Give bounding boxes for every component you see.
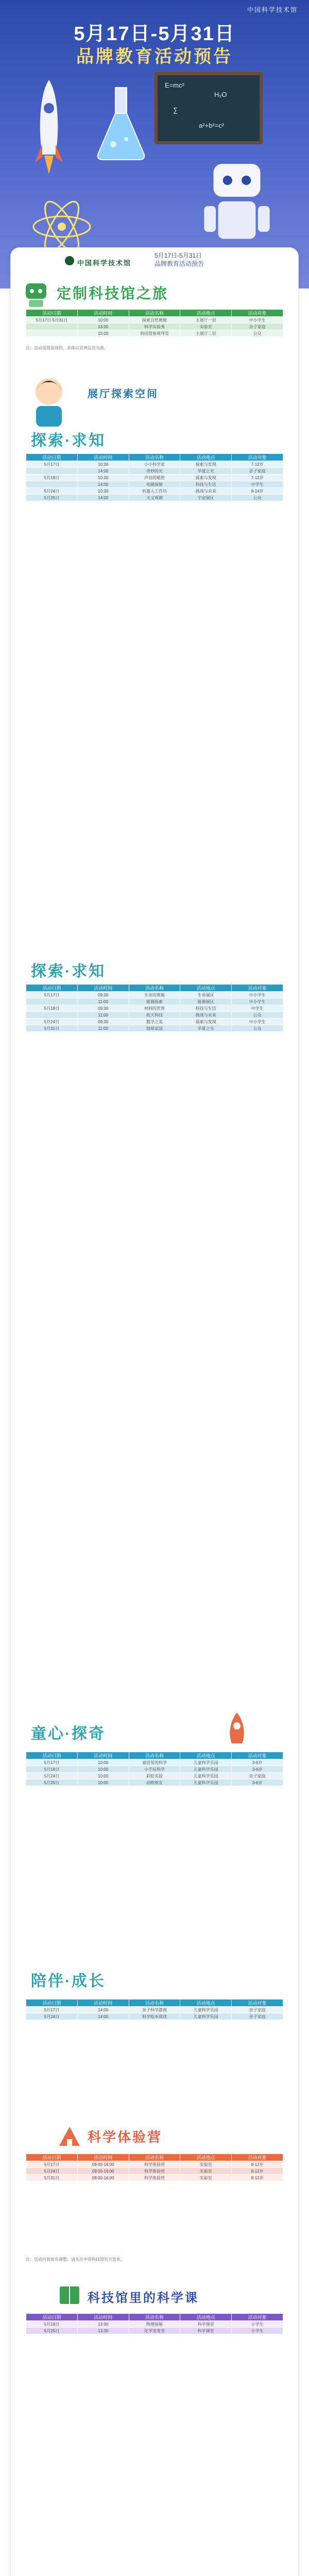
table-cell: 09:00-16:00 xyxy=(77,2161,129,2168)
table-body xyxy=(26,2161,283,2181)
board-text: H₂O xyxy=(214,91,227,98)
table-cell: 科学实验秀 xyxy=(129,324,180,330)
header-date: 活动日期 xyxy=(26,985,78,992)
section-title-childlike: 童心·探奇 xyxy=(31,1725,106,1742)
header-name: 活动名称 xyxy=(129,2154,180,2161)
table-cell: 挑战与未来 xyxy=(180,488,232,495)
table-cell: 5月25日 xyxy=(26,1780,78,1786)
table-body xyxy=(26,317,283,337)
header-time: 活动时间 xyxy=(77,985,129,992)
table-cell: 童话里的科学 xyxy=(129,1759,180,1766)
table-body xyxy=(26,2007,283,2020)
table-cell: 奇妙的光 xyxy=(129,468,180,474)
table-cell: 13:30 xyxy=(77,324,129,330)
table-custom-tour xyxy=(26,309,283,337)
table-cell: 09:30 xyxy=(77,992,129,998)
table-cell: 科学体验营 xyxy=(129,2175,180,2181)
table-cell: 声音的秘密 xyxy=(129,474,180,481)
table-cell: 地球家园 xyxy=(129,1025,180,1032)
book-icon xyxy=(57,2282,82,2308)
table-cell: 公众 xyxy=(232,495,283,501)
table-cell: 材料的世界 xyxy=(129,1005,180,1012)
header-time: 活动时间 xyxy=(77,2154,129,2161)
table-cell: 中小学生 xyxy=(232,317,283,324)
table-cell: 科学体验营 xyxy=(129,2161,180,2168)
table-row xyxy=(26,1759,283,1766)
table-cell: 科技与生活 xyxy=(180,481,232,488)
header-date: 活动日期 xyxy=(26,454,78,461)
chalkboard xyxy=(154,72,263,144)
table-cell: 10:00 xyxy=(77,1773,129,1780)
table-cell: 能源探索 xyxy=(129,998,180,1005)
table-cell: 实验室 xyxy=(180,324,232,330)
table-body xyxy=(26,1759,283,1786)
header-place: 活动地点 xyxy=(180,2314,232,2321)
table-cell: 小学生 xyxy=(232,2328,283,2334)
table-cell: 亲子科学游戏 xyxy=(129,2007,180,2013)
header-audience: 活动对象 xyxy=(232,985,283,992)
table-cell: 5月31日 xyxy=(26,1025,78,1032)
table-cell: 8-12岁 xyxy=(232,2168,283,2175)
table-row xyxy=(26,2161,283,2168)
robot-icon xyxy=(185,155,288,258)
table-cell: 8-12岁 xyxy=(232,2175,283,2181)
header-time: 活动时间 xyxy=(77,454,129,461)
table-cell: 3-6岁 xyxy=(232,1780,283,1786)
table-row xyxy=(26,324,283,330)
table-row xyxy=(26,488,283,495)
table-cell: 数学之美 xyxy=(129,1019,180,1025)
table-cell: 儿童科学乐园 xyxy=(180,2013,232,2020)
section-title-science-camp: 科学体验营 xyxy=(88,2129,163,2145)
table-cell xyxy=(26,998,78,1005)
board-text: E=mc² xyxy=(165,81,184,89)
rocket-icon xyxy=(216,1710,258,1752)
table-explore-a xyxy=(26,453,283,501)
table-row xyxy=(26,2328,283,2334)
table-cell: 主展厅二层 xyxy=(180,330,232,337)
table-cell: 5月17日 xyxy=(26,461,78,468)
header-time: 活动时间 xyxy=(77,1999,129,2007)
header-time: 活动时间 xyxy=(77,1752,129,1759)
header-audience: 活动对象 xyxy=(232,1999,283,2007)
table-cell: 8-12岁 xyxy=(232,2161,283,2168)
table-cell: 科技馆参观导览 xyxy=(129,330,180,337)
header-date: 活动日期 xyxy=(26,2154,78,2161)
header-name: 活动名称 xyxy=(129,454,180,461)
table-cell: 09:00-16:00 xyxy=(77,2175,129,2181)
table-row xyxy=(26,1012,283,1019)
table-cell xyxy=(26,468,78,474)
section-title-exhibit: 展厅探索空间 xyxy=(88,388,159,400)
table-cell: 能源展区 xyxy=(180,998,232,1005)
table-cell xyxy=(26,481,78,488)
table-row xyxy=(26,1766,283,1773)
table-cell: 宇宙展区 xyxy=(180,495,232,501)
section-title-companion: 陪伴·成长 xyxy=(31,1973,106,1990)
table-row xyxy=(26,474,283,481)
table-cell: 11:00 xyxy=(77,1012,129,1019)
table-body xyxy=(26,2321,283,2334)
header-name: 活动名称 xyxy=(129,310,180,317)
table-cell: 儿童科学乐园 xyxy=(180,1759,232,1766)
table-cell: 5月24日 xyxy=(26,1773,78,1780)
table-childlike xyxy=(26,1752,283,1786)
table-cell: 天文观测 xyxy=(129,495,180,501)
table-row xyxy=(26,1780,283,1786)
card-tag-title: 品牌教育活动预告 xyxy=(154,260,204,267)
table-row xyxy=(26,2175,283,2181)
header-audience: 活动对象 xyxy=(232,310,283,317)
header-place: 活动地点 xyxy=(180,310,232,317)
table-cell: 电磁探秘 xyxy=(129,481,180,488)
table-cell: 公众 xyxy=(232,1012,283,1019)
table-cell: 科学课堂 xyxy=(180,2321,232,2328)
table-cell: 动物朋友 xyxy=(129,1780,180,1786)
table-cell: 5月25日 xyxy=(26,495,78,501)
header-date: 活动日期 xyxy=(26,1999,78,2007)
table-cell: 亲子家庭 xyxy=(232,2007,283,2013)
table-row xyxy=(26,1005,283,1012)
header-time: 活动时间 xyxy=(77,310,129,317)
table-cell: 儿童科学乐园 xyxy=(180,2007,232,2013)
table-cell: 化学变变变 xyxy=(129,2328,180,2334)
table-cell: 小学生 xyxy=(232,2321,283,2328)
table-science-camp xyxy=(26,2154,283,2181)
card-tag-date: 5月17日-5月31日 xyxy=(154,252,202,259)
section-title-explore-b: 探索·求知 xyxy=(31,963,106,980)
table-cell: 科学体验营 xyxy=(129,2168,180,2175)
table-cell: 中小学生 xyxy=(232,998,283,1005)
table-cell: 10:30 xyxy=(77,488,129,495)
table-cell: 生命展区 xyxy=(180,992,232,998)
rocket-icon xyxy=(31,77,67,175)
kid-icon xyxy=(21,371,77,428)
table-row xyxy=(26,992,283,998)
board-text: ∑ xyxy=(173,106,178,114)
header-name: 活动名称 xyxy=(129,1752,180,1759)
table-cell: 8-14岁 xyxy=(232,488,283,495)
table-explore-b xyxy=(26,984,283,1032)
table-cell: 5月25日 xyxy=(26,2328,78,2334)
robot-icon xyxy=(21,278,52,309)
table-row xyxy=(26,317,283,324)
table-cell: 亲子家庭 xyxy=(232,468,283,474)
table-companion xyxy=(26,1999,283,2020)
table-cell: 亲子家庭 xyxy=(232,1773,283,1780)
table-cell: 14:00 xyxy=(77,495,129,501)
header-audience: 活动对象 xyxy=(232,454,283,461)
table-row xyxy=(26,330,283,337)
table-cell: 5月17日 xyxy=(26,2007,78,2013)
table-cell: 实验室 xyxy=(180,2175,232,2181)
section-title-explore-a: 探索·求知 xyxy=(31,432,106,449)
table-cell: 5月24日 xyxy=(26,1019,78,1025)
table-cell: 3-6岁 xyxy=(232,1766,283,1773)
table-cell: 13:30 xyxy=(77,2328,129,2334)
table-cell: 探索与发现 xyxy=(180,1019,232,1025)
table-cell: 生命的奥秘 xyxy=(129,992,180,998)
table-row xyxy=(26,1019,283,1025)
section-title-custom-tour: 定制科技馆之旅 xyxy=(57,285,169,301)
note: 注：活动内容如有调整，请关注中国科技馆官方发布。 xyxy=(26,2257,125,2262)
table-cell: 主展厅一层 xyxy=(180,317,232,324)
header-audience: 活动对象 xyxy=(232,2154,283,2161)
table-cell: 公众 xyxy=(232,1025,283,1032)
table-cell: 小小科学家 xyxy=(129,461,180,468)
table-cell: 探索自然奥秘 xyxy=(129,317,180,324)
table-cell: 5月17日 xyxy=(26,992,78,998)
table-cell: 5月24日 xyxy=(26,2168,78,2175)
table-cell xyxy=(26,1012,78,1019)
table-cell: 10:30 xyxy=(77,474,129,481)
table-cell: 7-12岁 xyxy=(232,474,283,481)
header-place: 活动地点 xyxy=(180,454,232,461)
table-cell: 华夏之光 xyxy=(180,468,232,474)
table-row xyxy=(26,1773,283,1780)
hero-date: 5月17日-5月31日 xyxy=(74,23,235,45)
table-cell: 14:00 xyxy=(77,2007,129,2013)
table-cell: 物理探秘 xyxy=(129,2321,180,2328)
table-cell: 3-6岁 xyxy=(232,1759,283,1766)
hero-title: 品牌教育活动预告 xyxy=(76,47,233,66)
table-row xyxy=(26,998,283,1005)
table-cell: 5月18日 xyxy=(26,1005,78,1012)
schedule-card xyxy=(10,247,299,2576)
table-cell: 13:30 xyxy=(77,2321,129,2328)
table-science-class xyxy=(26,2313,283,2334)
board-text: a²+b²=c² xyxy=(199,122,225,129)
header-place: 活动地点 xyxy=(180,2154,232,2161)
table-cell: 10:00 xyxy=(77,1759,129,1766)
table-cell: 中学生 xyxy=(232,1005,283,1012)
table-cell: 5月24日 xyxy=(26,488,78,495)
table-cell: 5月17日 xyxy=(26,2161,78,2168)
header-name: 活动名称 xyxy=(129,1999,180,2007)
note: 注：活动需提前预约，具体以官网信息为准。 xyxy=(26,346,108,350)
table-cell: 14:00 xyxy=(77,2013,129,2020)
table-cell: 5月18日 xyxy=(26,2321,78,2328)
table-cell: 7-12岁 xyxy=(232,461,283,468)
table-cell: 09:30 xyxy=(77,1019,129,1025)
table-cell: 15:00 xyxy=(77,330,129,337)
table-cell: 10:00 xyxy=(77,1766,129,1773)
table-cell: 儿童科学乐园 xyxy=(180,1780,232,1786)
table-cell: 11:00 xyxy=(77,1025,129,1032)
table-cell: 科技与生活 xyxy=(180,1005,232,1012)
table-cell: 5月17日-5月31日 xyxy=(26,317,78,324)
card-tag xyxy=(154,251,227,268)
table-row xyxy=(26,461,283,468)
table-body xyxy=(26,992,283,1032)
header-place: 活动地点 xyxy=(180,1752,232,1759)
header-time: 活动时间 xyxy=(77,2314,129,2321)
table-cell: 14:00 xyxy=(77,468,129,474)
table-row xyxy=(26,2007,283,2013)
header-place: 活动地点 xyxy=(180,1999,232,2007)
table-cell: 5月17日 xyxy=(26,1759,78,1766)
header-date: 活动日期 xyxy=(26,1752,78,1759)
table-cell: 华夏之光 xyxy=(180,1025,232,1032)
header-date: 活动日期 xyxy=(26,2314,78,2321)
header-place: 活动地点 xyxy=(180,985,232,992)
table-cell: 中小学生 xyxy=(232,992,283,998)
table-cell: 中学生 xyxy=(232,481,283,488)
card-logo: 中国科学技术馆 xyxy=(77,259,132,267)
table-cell: 公众 xyxy=(232,330,283,337)
table-cell: 10:30 xyxy=(77,461,129,468)
table-cell: 儿童科学乐园 xyxy=(180,1773,232,1780)
table-cell: 09:30 xyxy=(77,1005,129,1012)
table-cell: 14:00 xyxy=(77,481,129,488)
table-cell: 09:00-16:00 xyxy=(77,2168,129,2175)
table-row xyxy=(26,2168,283,2175)
table-row xyxy=(26,1025,283,1032)
table-cell xyxy=(26,330,78,337)
flask-icon xyxy=(93,82,149,165)
table-cell: 航天科技 xyxy=(129,1012,180,1019)
table-cell: 科学课堂 xyxy=(180,2328,232,2334)
table-cell: 10:00 xyxy=(77,317,129,324)
header-date: 活动日期 xyxy=(26,310,78,317)
table-cell: 亲子家庭 xyxy=(232,2013,283,2020)
header-name: 活动名称 xyxy=(129,2314,180,2321)
hero-banner xyxy=(0,0,309,289)
table-cell: 实验室 xyxy=(180,2168,232,2175)
table-row xyxy=(26,2013,283,2020)
table-cell: 10:00 xyxy=(77,1780,129,1786)
table-row xyxy=(26,481,283,488)
table-cell: 挑战与未来 xyxy=(180,1012,232,1019)
table-cell: 实验室 xyxy=(180,2161,232,2168)
header-audience: 活动对象 xyxy=(232,1752,283,1759)
table-row xyxy=(26,468,283,474)
table-cell: 科学绘本阅读 xyxy=(129,2013,180,2020)
table-cell xyxy=(26,324,78,330)
table-cell: 5月24日 xyxy=(26,2013,78,2020)
table-cell: 机器人工作坊 xyxy=(129,488,180,495)
table-cell: 小手玩科学 xyxy=(129,1766,180,1773)
table-cell: 5月31日 xyxy=(26,2175,78,2181)
camp-icon xyxy=(57,2123,82,2148)
section-title-science-class: 科技馆里的科学课 xyxy=(88,2291,199,2305)
table-cell: 探索与发现 xyxy=(180,474,232,481)
header-audience: 活动对象 xyxy=(232,2314,283,2321)
header-name: 活动名称 xyxy=(129,985,180,992)
table-cell: 儿童科学乐园 xyxy=(180,1766,232,1773)
museum-logo-icon xyxy=(65,256,74,265)
table-row xyxy=(26,495,283,501)
table-cell: 5月18日 xyxy=(26,474,78,481)
table-body xyxy=(26,461,283,501)
table-cell: 5月18日 xyxy=(26,1766,78,1773)
table-row xyxy=(26,2321,283,2328)
table-cell: 彩虹实验 xyxy=(129,1773,180,1780)
hero-logo: 中国科学技术馆 xyxy=(247,6,298,13)
table-cell: 中小学生 xyxy=(232,1019,283,1025)
table-cell: 亲子家庭 xyxy=(232,324,283,330)
table-cell: 11:00 xyxy=(77,998,129,1005)
table-cell: 探索与发现 xyxy=(180,461,232,468)
